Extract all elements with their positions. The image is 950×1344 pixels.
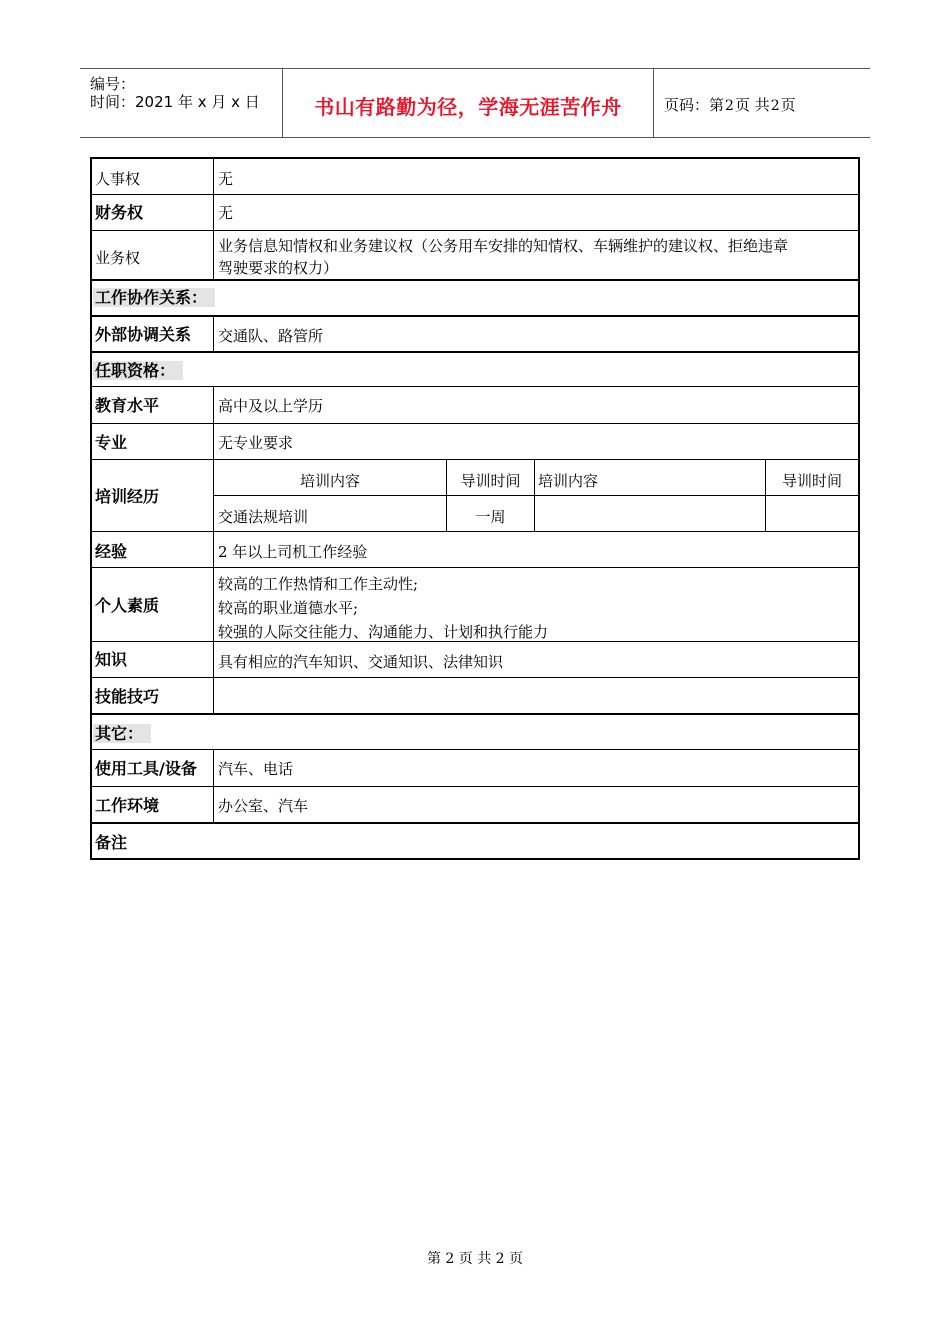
business-authority-label: 业务权 — [95, 249, 141, 267]
training-row-time-1: 一周 — [475, 508, 506, 526]
section-work-collaboration: 工作协作关系： — [93, 288, 215, 308]
business-authority-value-line2: 驾驶要求的权力） — [218, 259, 339, 277]
header-meta-cell — [80, 69, 283, 137]
page-footer: 第 2 页 共 2 页 — [426, 1251, 524, 1267]
section-other: 其它： — [93, 724, 151, 744]
personal-quality-1: 较高的工作热情和工作主动性; — [218, 575, 419, 593]
business-authority-value-line1: 业务信息知情权和业务建议权（公务用车安排的知情权、车辆维护的建议权、拒绝违章 — [218, 237, 789, 255]
knowledge-value: 具有相应的汽车知识、交通知识、法律知识 — [218, 653, 504, 671]
tools-equipment-label: 使用工具/设备 — [95, 759, 197, 778]
document-date: 时间：2021 年 x 月 x 日 — [90, 93, 260, 111]
document-number-label: 编号： — [90, 75, 136, 93]
training-row-content-1: 交通法规培训 — [218, 508, 309, 526]
external-coordination-label: 外部协调关系 — [95, 325, 192, 344]
skills-label: 技能技巧 — [95, 687, 160, 706]
tools-equipment-value: 汽车、电话 — [218, 760, 294, 778]
finance-authority-value: 无 — [218, 204, 234, 222]
major-label: 专业 — [95, 433, 128, 452]
experience-value: 2 年以上司机工作经验 — [218, 543, 368, 561]
header-page-number: 页码：第2页 共2页 — [664, 96, 796, 114]
header-page-cell — [654, 69, 870, 137]
header-motto: 书山有路勤为径，学海无涯苦作舟 — [314, 95, 622, 119]
hr-authority-label: 人事权 — [95, 170, 141, 188]
header-motto-cell — [283, 69, 654, 137]
hr-authority-value: 无 — [218, 170, 234, 188]
work-environment-value: 办公室、汽车 — [218, 797, 309, 815]
page-header — [80, 68, 870, 138]
education-label: 教育水平 — [95, 396, 160, 415]
training-header-content-1: 培训内容 — [299, 472, 360, 490]
work-environment-label: 工作环境 — [95, 796, 160, 815]
training-label: 培训经历 — [95, 487, 160, 506]
major-value: 无专业要求 — [218, 434, 294, 452]
personal-quality-3: 较强的人际交往能力、沟通能力、计划和执行能力 — [218, 623, 549, 641]
section-qualifications: 任职资格： — [93, 361, 183, 381]
training-header-time-2: 导训时间 — [781, 472, 842, 490]
notes-label: 备注 — [95, 833, 128, 852]
personal-quality-2: 较高的职业道德水平; — [218, 599, 359, 617]
personal-qualities-label: 个人素质 — [95, 596, 160, 615]
knowledge-label: 知识 — [95, 650, 128, 669]
training-header-time-1: 导训时间 — [460, 472, 521, 490]
job-description-table — [90, 157, 860, 860]
finance-authority-label: 财务权 — [95, 203, 144, 222]
education-value: 高中及以上学历 — [218, 397, 324, 415]
external-coordination-value: 交通队、路管所 — [218, 327, 324, 345]
experience-label: 经验 — [95, 542, 128, 561]
training-header-content-2: 培训内容 — [538, 472, 599, 490]
